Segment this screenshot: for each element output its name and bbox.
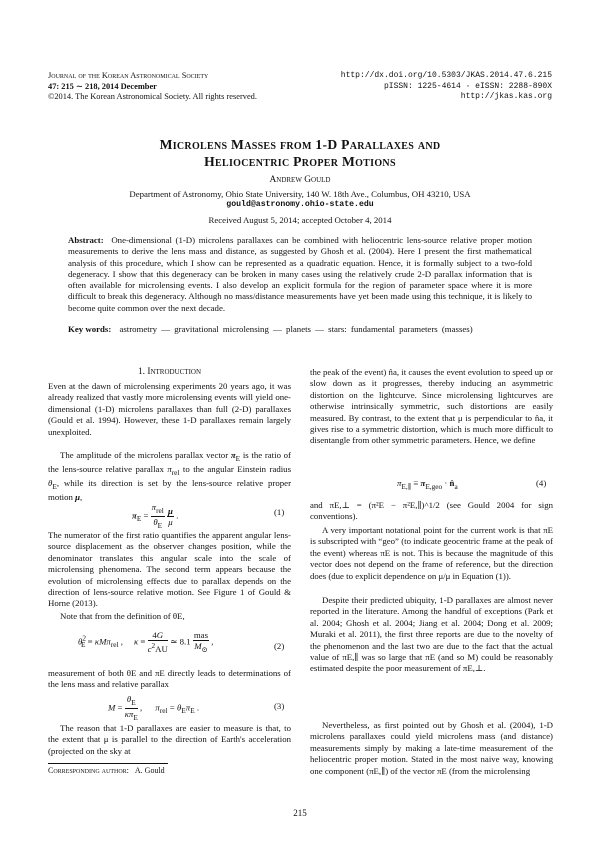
section-heading: 1. Introduction (137, 367, 202, 377)
doi-link[interactable]: http://dx.doi.org/10.5303/JKAS.2014.47.6.215 (340, 71, 552, 80)
equation-2-number: (2) (274, 641, 285, 651)
intro-paragraph-2: The amplitude of the microlens parallax vector $\pi_E$ is the ratio of the lens-source relative parallax $\pi_{rel}$ to the angular Einstein radius $\theta_E$, while its direction is set by the lens-source relative proper motion μ, (48, 450, 292, 503)
equation-1: $\pi_E$ = $\frac{\pi_{rel}}{\theta_E}$ $\frac{\mu}{\mu}$ . (132, 502, 179, 530)
received-dates: Received August 5, 2014; accepted October 4, 2014 (208, 215, 392, 225)
footnote-label: Corresponding author: (48, 766, 129, 775)
equation-4: $\pi_{E,\parallel} \equiv \pi_{E,geo}$ · $n̂_a$ (397, 478, 458, 491)
equation-1-number: (1) (274, 507, 285, 517)
footnote-name: A. Gould (134, 766, 165, 775)
affiliation: Department of Astronomy, Ohio State University, 140 W. 18th Ave., Columbus, OH 43210, USA (129, 189, 471, 199)
keywords-text: astrometry — gravitational microlensing — planets — stars: fundamental parameters (masses) (119, 324, 473, 334)
col2-paragraph-2: and πE,⊥ = (π²E − π²E,∥)^1/2 (see Gould 2004 for sign conventions). (310, 500, 553, 522)
abstract-text: One-dimensional (1-D) microlens parallaxes can be combined with heliocentric lens-source relative proper motion measurements to derive the lens mass and distance, as suggested by Ghosh et al. (2004). Here I present the first mathematical analysis of this procedure, which I show can be represented as a quadratic equation. Hence, it is formally subject to a two-fold degeneracy. I show that this degeneracy can be broken in many cases using the relatively crude 2-D parallax information that is often available for microlensing events. I also develop an explicit formula for the region of parameter space where it is more difficult to break this degeneracy. Although no mass/distance measurements have yet been made using this technique, it is likely to become quite common over the next decade. (68, 235, 532, 313)
journal-url[interactable]: http://jkas.kas.org (460, 92, 552, 102)
intro-paragraph-3: The numerator of the first ratio quantifies the apparent angular lens-source displacement as the observer changes position, while the denominator translates this angular scale into the scale of microlensing phenomena. The second term appears because the evolution of microlensing effects due to parallax depends on the direction of lens-source relative motion. See Figure 1 of Gould & Horne (2013). (48, 530, 291, 609)
col2-paragraph-3: A very important notational point for the current work is that πE is subscripted with “geo” (to indicate geocentric frame at the peak of the event) whereas πE is not. This is because the magnitude of this vector does not depend on the frame of reference, but the direction does (due to explicit dependence on μ/μ in Equation (1)). (310, 525, 553, 581)
title-line-2: Heliocentric Proper Motions (204, 154, 396, 169)
doi-block (341, 71, 552, 103)
intro-paragraph-1: Even at the dawn of microlensing experiments 20 years ago, it was already realized that vastly more microlensing events will yield one-dimensional (1-D) microlens parallaxes than full (2-D) parallaxes (Gould et al. 1994). However, these 1-D parallaxes remain largely unexploited. (48, 381, 291, 437)
journal-name: Journal of the Korean Astronomical Society (48, 71, 209, 80)
col2-paragraph-5: Nevertheless, as first pointed out by Ghosh et al. (2004), 1-D microlens parallaxes could yield microlens mass (and distance) measurements simply by making a late-time measurement of the heliocentric proper motion. Stated in the most naive way, knowing one component (πE,∥) of the vector πE (from the microlensing (310, 720, 553, 776)
page-number: 215 (293, 808, 307, 818)
col2-paragraph-1: the peak of the event) n̂a, it causes the event evolution to speed up or slow down as it progresses, thereby inducing an asymmetric distortion on the lightcurve. Since microlensing lightcurves are otherwise intrinsically symmetric, such distortions are easily measured. By contrast, to the extent that μ is perpendicular to n̂a, it gives rise to a symmetric distortion, which is much more difficult to disentangle from other symmetric parameters. Hence, we define (310, 367, 553, 446)
intro-paragraph-4: Note that from the definition of θE, (60, 611, 185, 621)
equation-2: $\theta^2_E \equiv \kappa M\pi_{rel}$ , κ ≡ $\frac{4G}{c^2AU}$ ≃ 8.1 $\frac{\text{mas}}{M_⊙}$ , (78, 630, 214, 655)
keywords-label: Key words: (68, 324, 112, 334)
abstract-label: Abstract: (68, 235, 104, 245)
volume-pages: 47: 215 ∼ 218, 2014 December (48, 81, 157, 91)
footnote-rule (48, 763, 168, 764)
equation-3-number: (3) (274, 701, 285, 711)
issn-line: pISSN: 1225-4614 · eISSN: 2288-890X (383, 81, 552, 91)
abstract (68, 235, 532, 314)
journal-header (48, 71, 257, 103)
intro-paragraph-5: measurement of both θE and πE directly leads to determinations of the lens mass and relative parallax (48, 668, 291, 690)
author-email[interactable]: gould@astronomy.ohio-state.edu (226, 200, 374, 209)
footnote (48, 766, 165, 775)
keywords (68, 324, 532, 335)
paper-title (0, 136, 600, 170)
copyright-line: ©2014. The Korean Astronomical Society. All rights reserved. (48, 92, 257, 102)
title-line-1: Microlens Masses from 1-D Parallaxes and (159, 137, 441, 152)
intro-paragraph-6: The reason that 1-D parallaxes are easier to measure is that, to the extent that μ is parallel to the direction of Earth's acceleration (projected on the sky at (48, 723, 291, 756)
equation-4-number: (4) (536, 478, 547, 488)
col2-paragraph-4: Despite their predicted ubiquity, 1-D parallaxes are almost never reported in the literature. Among the handful of exceptions (Park et al. 2004; Ghosh et al. 2004; Jiang et al. 2004; Dong et al. 2009; Muraki et al. 2011), the first three reports are due to the novelty of the phenomenon and the last two are due to the fact that the actual value of πE,∥ was so large that πE (and so M) could be reasonably estimated despite the poor measurement of πE,⊥. (310, 595, 553, 674)
equation-3: M = $\frac{\theta_E}{\kappa\pi_E}$ , $\pi_{rel} = \theta_E\pi_E$ . (108, 694, 200, 722)
author-name: Andrew Gould (269, 175, 331, 185)
